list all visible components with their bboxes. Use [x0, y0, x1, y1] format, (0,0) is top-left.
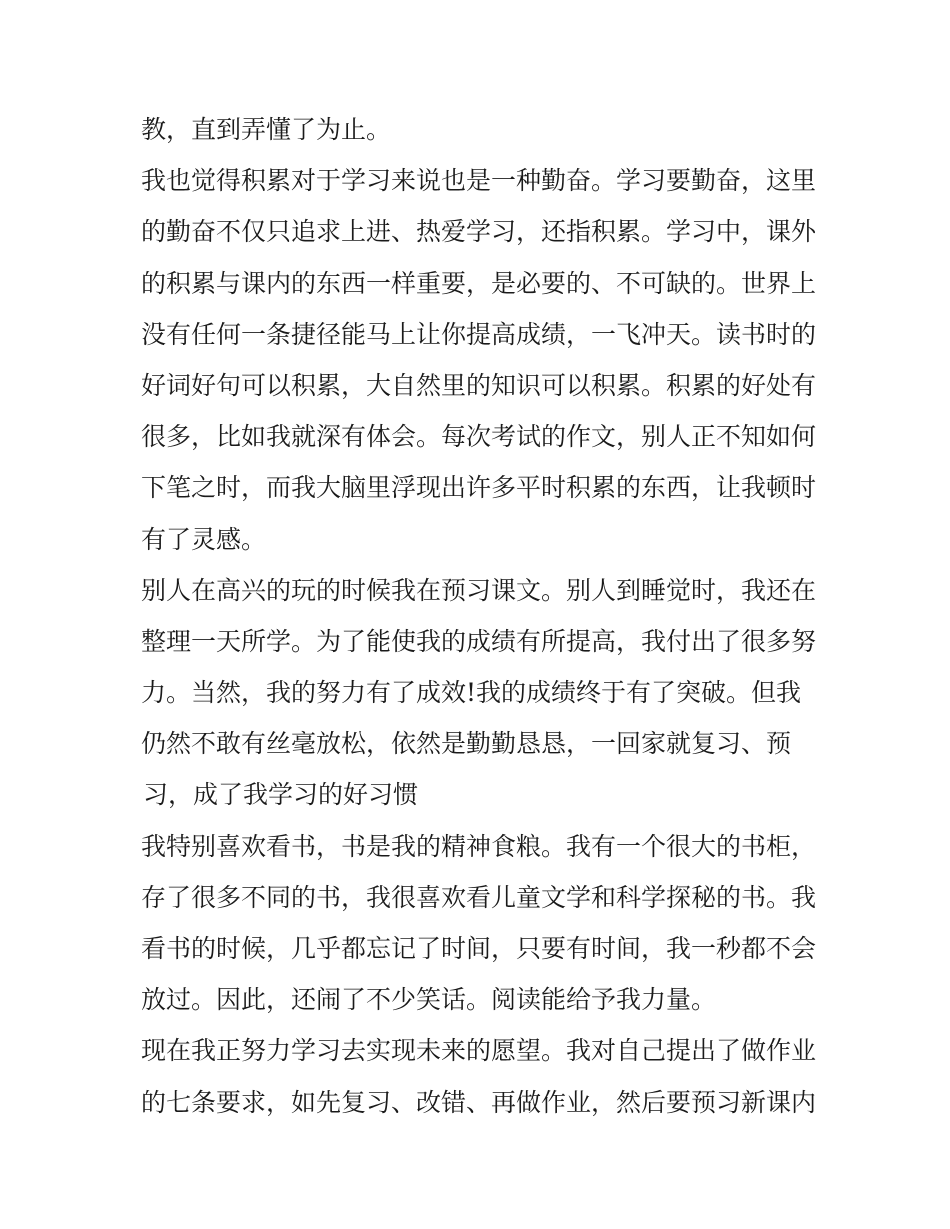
text-line: 很多，比如我就深有体会。每次考试的作文，别人正不知如何	[141, 422, 817, 452]
text-line: 我特别喜欢看书，书是我的精神食粮。我有一个很大的书柜，	[141, 831, 817, 861]
text-line: 下笔之时，而我大脑里浮现出许多平时积累的东西，让我顿时	[141, 473, 817, 503]
text-line: 整理一天所学。为了能使我的成绩有所提高，我付出了很多努	[141, 626, 817, 656]
text-line: 看书的时候，几乎都忘记了时间，只要有时间，我一秒都不会	[141, 934, 817, 963]
text-line: 好词好句可以积累，大自然里的知识可以积累。积累的好处有	[141, 370, 817, 400]
text-line: 仍然不敢有丝毫放松，依然是勤勤恳恳，一回家就复习、预	[141, 729, 792, 759]
text-line: 存了很多不同的书，我很喜欢看儿童文学和科学探秘的书。我	[141, 882, 817, 912]
text-line: 有了灵感。	[141, 524, 267, 554]
text-line: 习，成了我学习的好习惯	[143, 780, 419, 810]
text-line: 的七条要求，如先复习、改错、再做作业，然后要预习新课内	[141, 1087, 817, 1117]
text-line: 的勤奋不仅只追求上进、热爱学习，还指积累。学习中，课外	[141, 217, 817, 247]
text-line: 没有任何一条捷径能马上让你提高成绩，一飞冲天。读书时的	[141, 319, 817, 349]
text-line: 现在我正努力学习去实现未来的愿望。我对自己提出了做作业	[141, 1036, 817, 1066]
text-line: 的积累与课内的东西一样重要，是必要的、不可缺的。世界上	[141, 268, 817, 298]
text-line: 力。当然，我的努力有了成效!我的成绩终于有了突破。但我	[141, 678, 802, 708]
document-body	[141, 104, 821, 1128]
text-line: 教，直到弄懂了为止。	[141, 115, 392, 144]
text-line: 放过。因此，还闹了不少笑话。阅读能给予我力量。	[141, 985, 717, 1015]
text-line: 我也觉得积累对于学习来说也是一种勤奋。学习要勤奋，这里	[141, 166, 817, 196]
text-line: 别人在高兴的玩的时候我在预习课文。别人到睡觉时，我还在	[141, 575, 817, 605]
